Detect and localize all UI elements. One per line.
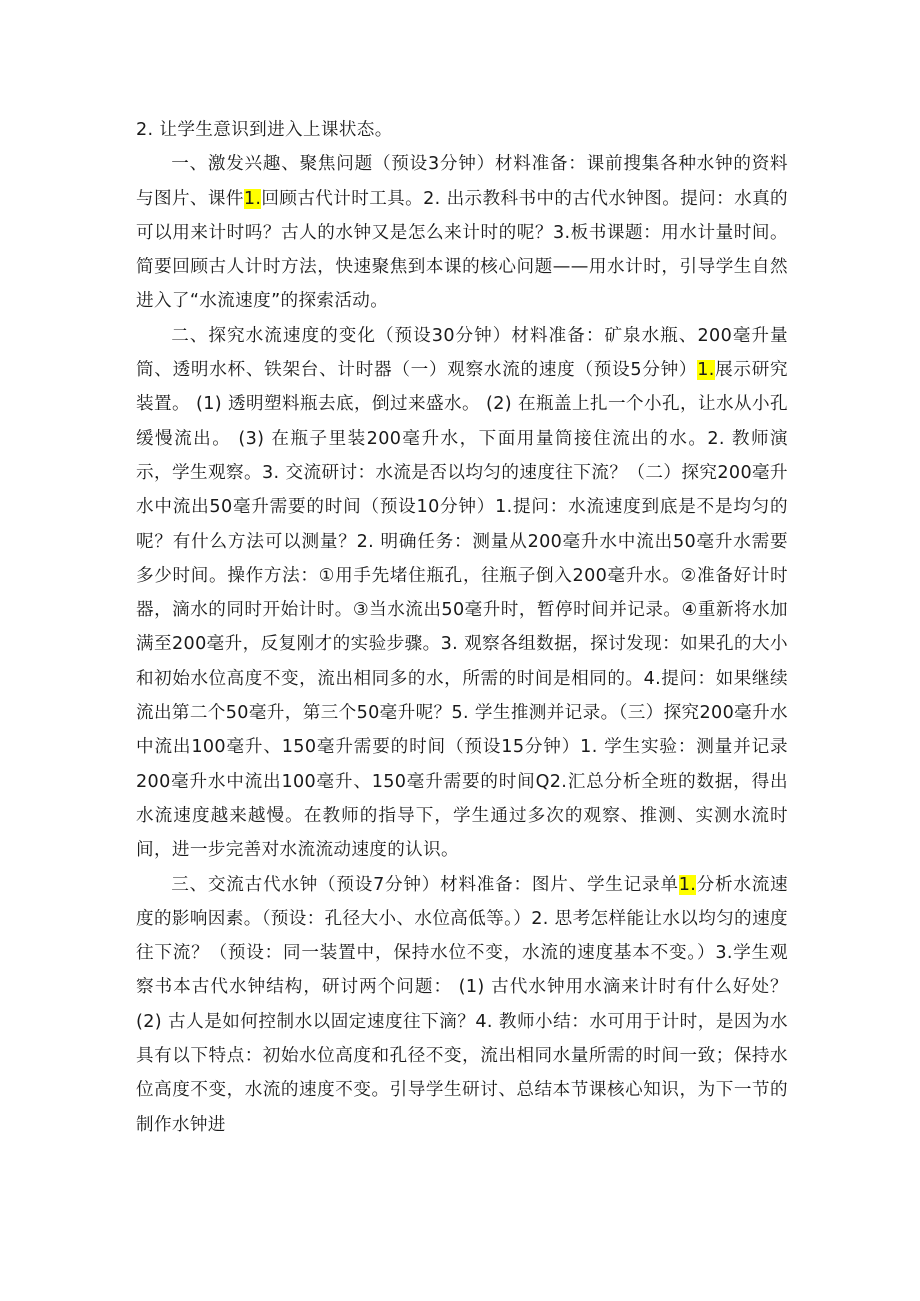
paragraph-1 xyxy=(136,113,788,147)
highlighted-number: 1. xyxy=(697,360,715,381)
highlighted-number: 1. xyxy=(243,188,262,209)
paragraph-2 xyxy=(136,147,788,318)
paragraph-3 xyxy=(136,319,788,868)
paragraph-4 xyxy=(136,868,788,1142)
document-body xyxy=(136,113,788,1142)
paragraph-text: 一、激发兴趣、聚焦问题（预设3分钟）材料准备：课前搜集各种水钟的资料与图片、课件 xyxy=(136,154,788,209)
paragraph-text: 2. 让学生意识到进入上课状态。 xyxy=(136,120,393,140)
paragraph-text: 展示研究装置。 (1) 透明塑料瓶去底，倒过来盛水。 (2) 在瓶盖上扎一个小孔，让水从小孔缓慢流出。 (3) 在瓶子里装200毫升水，下面用量筒接住流出的水。2. 教师演示，学生观察。3. 交流研讨：水流是否以均匀的速度往下流？（二）探究200毫升水中流出50毫升需要的时间（预设10分钟）1.提问：水流速度到底是不是均匀的呢？有什么方法可以测量？2. 明确任务：测量从200毫升水中流出50毫升水需要多少时间。操作方法：①用手先堵住瓶孔，往瓶子倒入200毫升水。②准备好计时器，滴水的同时开始计时。③当水流出50毫升时，暂停时间并记录。④重新将水加满至200毫升，反复刚才的实验步骤。3. 观察各组数据，探讨发现：如果孔的大小和初始水位高度不变，流出相同多的水，所需的时间是相同的。4.提问：如果继续流出第二个50毫升，第三个50毫升呢？5. 学生推测并记录。（三）探究200毫升水中流出100毫升、150毫升需要的时间（预设15分钟）1. 学生实验：测量并记录200毫升水中流出100毫升、150毫升需要的时间Q2.汇总分析全班的数据，得出水流速度越来越慢。在教师的指导下，学生通过多次的观察、推测、实测水流时间，进一步完善对水流流动速度的认识。 xyxy=(136,360,788,861)
paragraph-text: 分析水流速度的影响因素。（预设：孔径大小、水位高低等。）2. 思考怎样能让水以均匀的速度往下流？（预设：同一装置中，保持水位不变，水流的速度基本不变。）3.学生观察书本古代水钟结构，研讨两个问题： (1) 古代水钟用水滴来计时有什么好处？ (2) 古人是如何控制水以固定速度往下滴？4. 教师小结：水可用于计时，是因为水具有以下特点：初始水位高度和孔径不变，流出相同水量所需的时间一致；保持水位高度不变，水流的速度不变。引导学生研讨、总结本节课核心知识，为下一节的制作水钟进 xyxy=(136,874,788,1135)
paragraph-text: 回顾古代计时工具。2. 出示教科书中的古代水钟图。提问：水真的可以用来计时吗？古人的水钟又是怎么来计时的呢？3.板书课题：用水计量时间。简要回顾古人计时方法，快速聚焦到本课的核心问题——用水计时，引导学生自然进入了“水流速度”的探索活动。 xyxy=(136,188,789,312)
highlighted-number: 1. xyxy=(678,874,697,895)
paragraph-text: 二、探究水流速度的变化（预设30分钟）材料准备：矿泉水瓶、200毫升量筒、透明水杯、铁架台、计时器（一）观察水流的速度（预设5分钟） xyxy=(136,325,788,381)
paragraph-text: 三、交流古代水钟（预设7分钟）材料准备：图片、学生记录单 xyxy=(171,874,679,895)
